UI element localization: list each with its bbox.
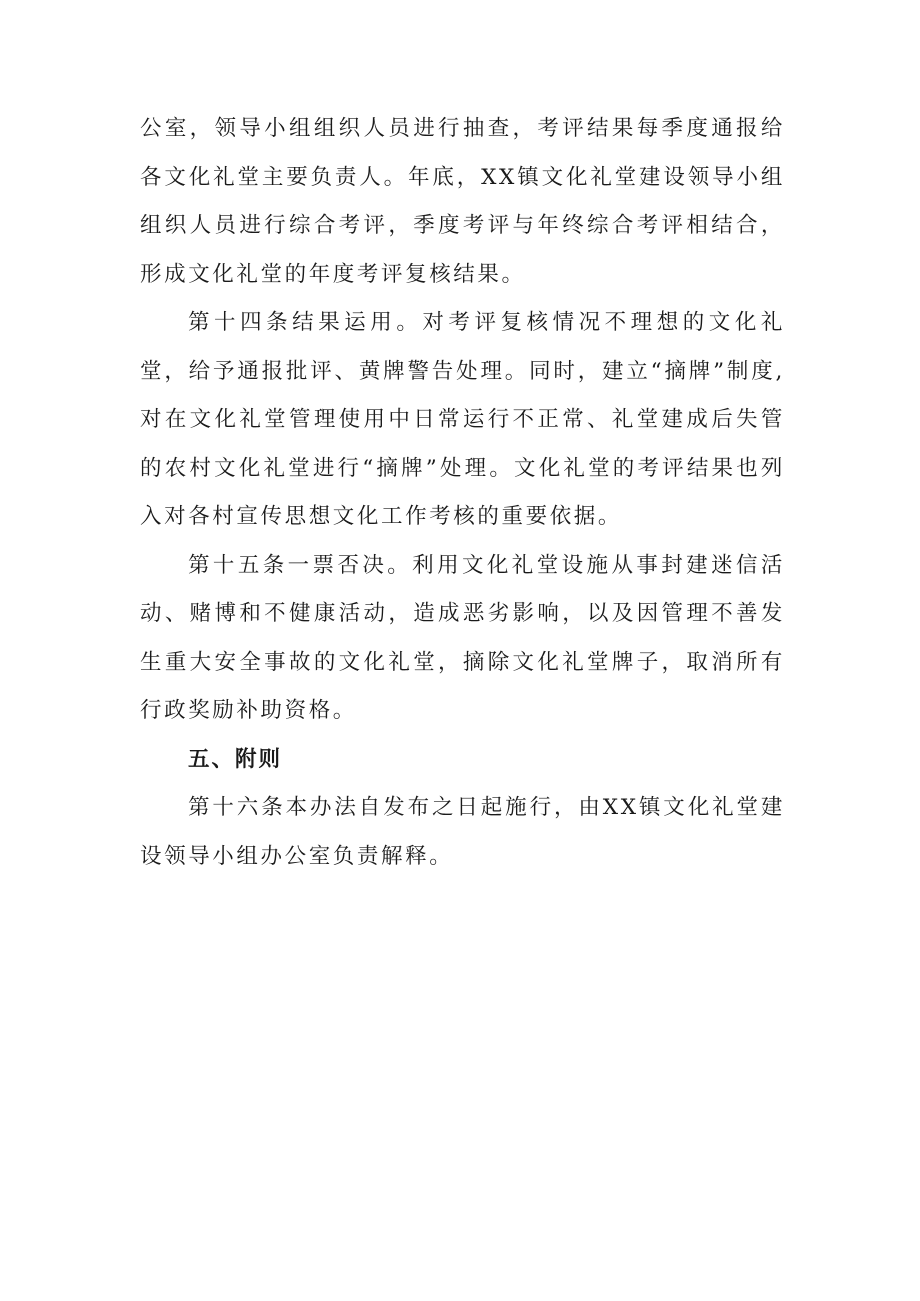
paragraph-article-15: 第十五条一票否决。利用文化礼堂设施从事封建迷信活动、赌博和不健康活动，造成恶劣影响，以及因管理不善发生重大安全事故的文化礼堂，摘除文化礼堂牌子，取消所有行政奖励补助资格。	[140, 552, 785, 723]
paragraph-article-14: 第十四条结果运用。对考评复核情况不理想的文化礼堂，给予通报批评、黄牌警告处理。同时，建立“摘牌”制度,对在文化礼堂管理使用中日常运行不正常、礼堂建成后失管的农村文化礼堂进行“摘牌”处理。文化礼堂的考评结果也列入对各村宣传思想文化工作考核的重要依据。	[140, 310, 785, 529]
document-body	[140, 105, 785, 881]
section-heading: 五、附则	[188, 746, 283, 772]
paragraph-article-16: 第十六条本办法自发布之日起施行，由XX镇文化礼堂建设领导小组办公室负责解释。	[140, 795, 785, 869]
paragraph-continuation: 公室，领导小组组织人员进行抽查，考评结果每季度通报给各文化礼堂主要负责人。年底，XX镇文化礼堂建设领导小组组织人员进行综合考评，季度考评与年终综合考评相结合，形成文化礼堂的年度考评复核结果。	[140, 116, 785, 287]
